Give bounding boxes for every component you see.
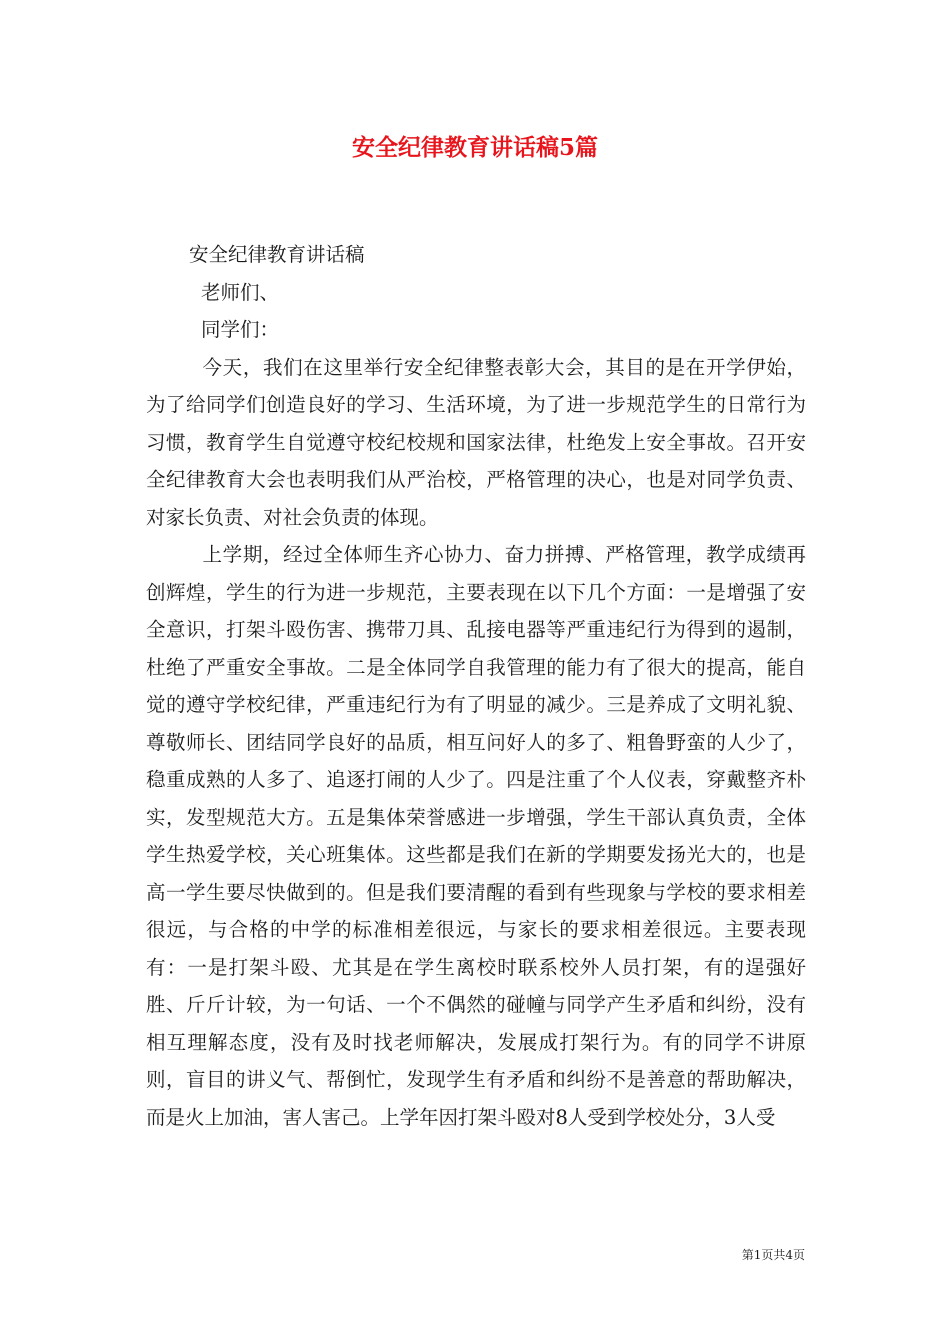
salutation-students: 同学们： — [201, 318, 280, 341]
salutation-teachers: 老师们、 — [201, 280, 280, 304]
document-body — [146, 236, 806, 1136]
page-number: 第1页共4页 — [741, 1248, 805, 1262]
document-title: 安全纪律教育讲话稿5篇 — [351, 134, 598, 161]
speech-heading: 安全纪律教育讲话稿 — [189, 243, 365, 266]
body-paragraph: 上学期，经过全体师生齐心协力、奋力拼搏、严格管理，教学成绩再创辉煌，学生的行为进一步规范，主要表现在以下几个方面：一是增强了安全意识，打架斗殴伤害、携带刀具、乱接电器等严重违纪行为得到的遏制，杜绝了严重安全事故。二是全体同学自我管理的能力有了很大的提高，能自觉的遵守学校纪律，严重违纪行为有了明显的减少。三是养成了文明礼貌、尊敬师长、团结同学良好的品质，相互问好人的多了、粗鲁野蛮的人少了，稳重成熟的人多了、追逐打闹的人少了。四是注重了个人仪表，穿戴整齐朴实，发型规范大方。五是集体荣誉感进一步增强，学生干部认真负责，全体学生热爱学校，关心班集体。这些都是我们在新的学期要发扬光大的，也是高一学生要尽快做到的。但是我们要清醒的看到有些现象与学校的要求相差很远，与合格的中学的标准相差很远，与家长的要求相差很远。主要表现有：一是打架斗殴、尤其是在学生离校时联系校外人员打架，有的逞强好胜、斤斤计较，为一句话、一个不偶然的碰幢与同学产生矛盾和纠纷，没有相互理解态度，没有及时找老师解决，发展成打架行为。有的同学不讲原则，盲目的讲义气、帮倒忙，发现学生有矛盾和纠纷不是善意的帮助解决，而是火上加油，害人害己。上学年因打架斗殴对8人受到学校处分，3人受 — [146, 543, 806, 1129]
body-paragraph: 今天，我们在这里举行安全纪律整表彰大会，其目的是在开学伊始，为了给同学们创造良好的学习、生活环境，为了进一步规范学生的日常行为习惯，教育学生自觉遵守校纪校规和国家法律，杜绝发上安全事故。召开安全纪律教育大会也表明我们从严治校，严格管理的决心，也是对同学负责、对家长负责、对社会负责的体现。 — [146, 355, 806, 529]
